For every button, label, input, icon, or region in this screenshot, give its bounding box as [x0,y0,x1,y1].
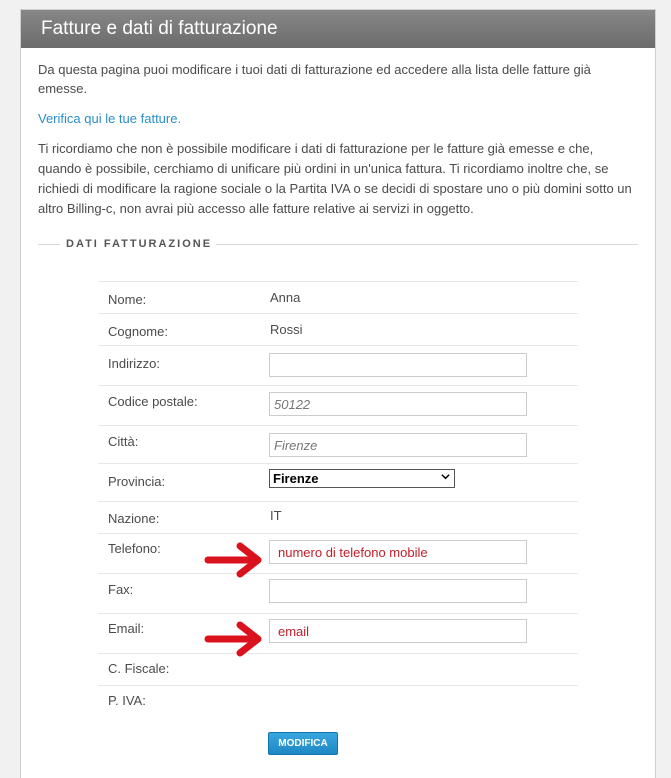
row-cap [98,385,578,425]
divider-line-right [214,244,638,245]
intro-text: Da questa pagina puoi modificare i tuoi dati di fatturazione ed accedere alla lista delle fatture già emesse. [38,62,591,96]
fax-field[interactable] [269,579,527,603]
billing-form [98,281,578,717]
telefono-field[interactable]: numero di telefono mobile [269,540,527,564]
invoices-link[interactable]: Verifica qui le tue fatture. [38,111,182,126]
label-nazione: Nazione: [108,511,160,526]
chevron-down-icon [441,472,450,481]
value-cognome: Rossi [270,322,303,337]
row-nazione [98,501,578,533]
modifica-button[interactable]: MODIFICA [268,732,338,755]
arrow-right-icon [204,619,274,659]
row-cognome [98,313,578,345]
label-telefono: Telefono: [108,541,161,556]
divider-line-left [38,244,60,245]
provincia-selected: Firenze [273,471,319,486]
label-email: Email: [108,621,145,636]
row-citta [98,425,578,463]
email-field[interactable]: email [269,619,527,643]
citta-field[interactable]: Firenze [269,433,527,457]
row-email [98,613,578,653]
label-piva: P. IVA: [108,693,146,708]
label-provincia: Provincia: [108,474,166,489]
row-cf [98,653,578,685]
cap-field[interactable]: 50122 [269,392,527,416]
row-indirizzo [98,345,578,385]
label-nome: Nome: [108,292,147,307]
row-fax [98,573,578,613]
value-nazione: IT [270,508,282,523]
indirizzo-field[interactable] [269,353,527,377]
label-cap: Codice postale: [108,394,198,409]
page-title: Fatture e dati di fatturazione [21,10,655,48]
label-cognome: Cognome: [108,324,168,339]
label-indirizzo: Indirizzo: [108,356,161,371]
provincia-select[interactable] [269,469,455,488]
row-nome [98,281,578,313]
value-nome: Anna [270,290,301,305]
label-citta: Città: [108,434,139,449]
section-title: DATI FATTURAZIONE [62,237,216,251]
arrow-right-icon [204,540,274,580]
row-piva [98,685,578,717]
row-provincia [98,463,578,501]
notice-text: Ti ricordiamo che non è possibile modificare i dati di fatturazione per le fatture già emesse e che, quando è possibile, cerchiamo di unificare più ordini in un'unica fattura. Ti ricordiamo inoltre che, se richiedi di modificare la ragione sociale o la Partita IVA o se decidi di spostare uno o più domini sotto un altro Billing-c, non avrai più accesso alle fatture relative ai servizi in oggetto. [38,141,632,216]
row-telefono [98,533,578,573]
label-fax: Fax: [108,582,134,597]
section-divider [38,237,638,251]
label-cf: C. Fiscale: [108,661,170,676]
